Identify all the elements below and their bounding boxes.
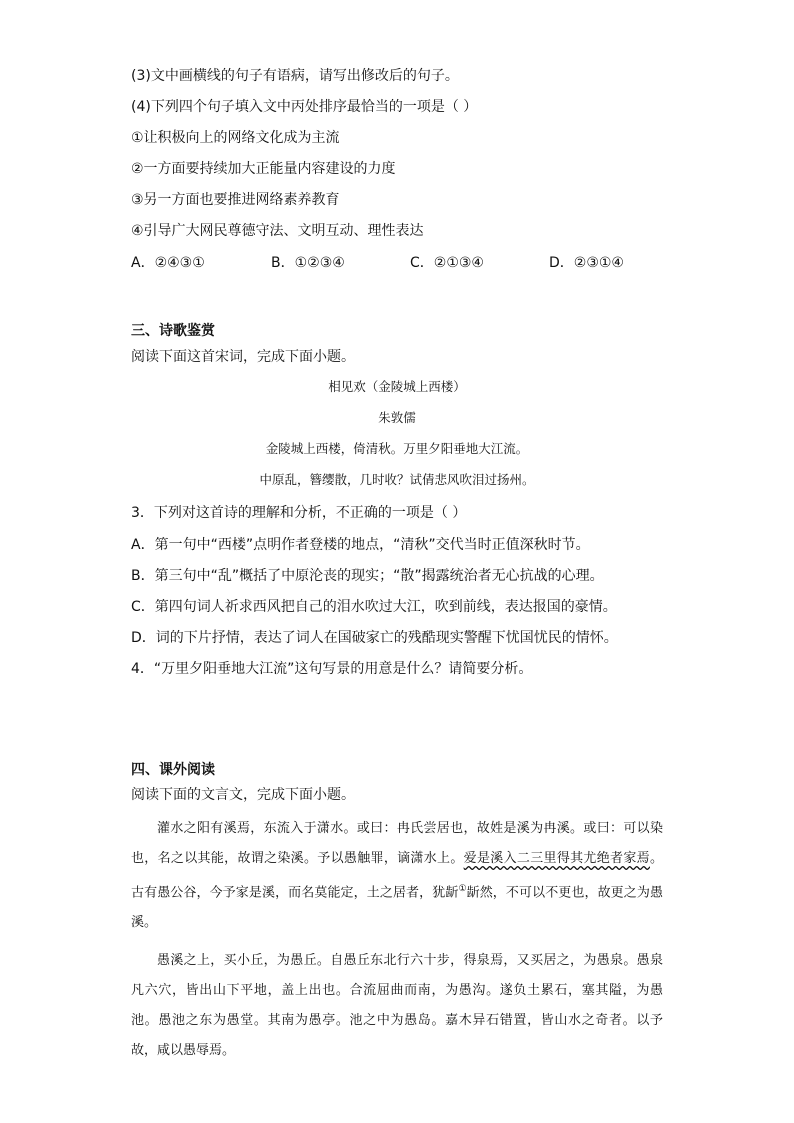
question-3-option-a: A．第一句中“西楼”点明作者登楼的地点，“清秋”交代当时正值深秋时节。 [131,537,590,553]
marked-sentence: 爱是溪入二三里得其尤绝者家焉 [463,851,650,866]
poem-author: 朱敦儒 [378,410,416,425]
question-3: 3．下列对这首诗的理解和分析，不正确的一项是（ ） [131,505,467,521]
footnote-marker: ① [458,884,467,894]
section-4-intro: 阅读下面的文言文，完成下面小题。 [131,787,355,803]
sentence-1: ①让积极向上的网络文化成为主流 [131,130,340,146]
choice-options [131,253,624,273]
poem-line-2: 中原乱，簪缨散，几时收？试倩悲风吹泪过扬州。 [259,472,535,487]
option-d: D．②③①④ [549,255,624,271]
section-4-heading: 四、课外阅读 [131,762,215,778]
classical-passage [131,814,663,1066]
question-4: 4．“万里夕阳垂地大江流”这句写景的用意是什么？请简要分析。 [131,661,533,677]
passage-paragraph-2: 愚溪之上，买小丘，为愚丘。自愚丘东北行六十步，得泉焉，又买居之，为愚泉。愚泉凡六穴，皆出山下平地，盖上出也。合流屈曲而南，为愚沟。遂负土累石，塞其隘，为愚池。愚池之东为愚堂。其南为愚亭。池之中为愚岛。嘉木异石错置，皆山水之奇者。以予故，咸以愚辱焉。 [131,953,663,1059]
sentence-2: ②一方面要持续加大正能量内容建设的力度 [131,161,396,177]
question-3-option-c: C．第四句词人祈求西风把自己的泪水吹过大江，吹到前线，表达报国的豪情。 [131,599,617,615]
sentence-3: ③另一方面也要推进网络素养教育 [131,192,340,208]
poem-title: 相见欢（金陵城上西楼） [328,379,466,394]
question-3-option-d: D．词的下片抒情，表达了词人在国破家亡的残酷现实警醒下忧国忧民的情怀。 [131,630,618,646]
section-3-heading: 三、诗歌鉴赏 [131,323,215,339]
option-b: B．①②③④ [271,255,345,271]
question-item-3: (3)文中画横线的句子有语病，请写出修改后的句子。 [131,68,459,84]
passage-paragraph-1: 灌水之阳有溪焉，东流入于潇水。或曰：冉氏尝居也，故姓是溪为冉溪。或曰：可以染也，名之以其能，故谓之染溪。予以愚触罪，谪潇水上。爱是溪入二三里得其尤绝者家焉。古有愚公谷，今予家是溪，而名莫能定，土之居者，犹龂①龂然，不可以不更也，故更之为愚溪。 [131,821,663,931]
section-3-intro: 阅读下面这首宋词，完成下面小题。 [131,349,355,365]
sentence-4: ④引导广大网民尊德守法、文明互动、理性表达 [131,223,424,239]
question-item-4: (4)下列四个句子填入文中丙处排序最恰当的一项是（ ） [131,99,478,115]
poem-line-1: 金陵城上西楼，倚清秋。万里夕阳垂地大江流。 [265,441,529,456]
option-c: C．②①③④ [410,255,484,271]
question-3-option-b: B．第三句中“乱”概括了中原沦丧的现实；“散”揭露统治者无心抗战的心理。 [131,568,604,584]
option-a: A．②④③① [131,255,205,271]
